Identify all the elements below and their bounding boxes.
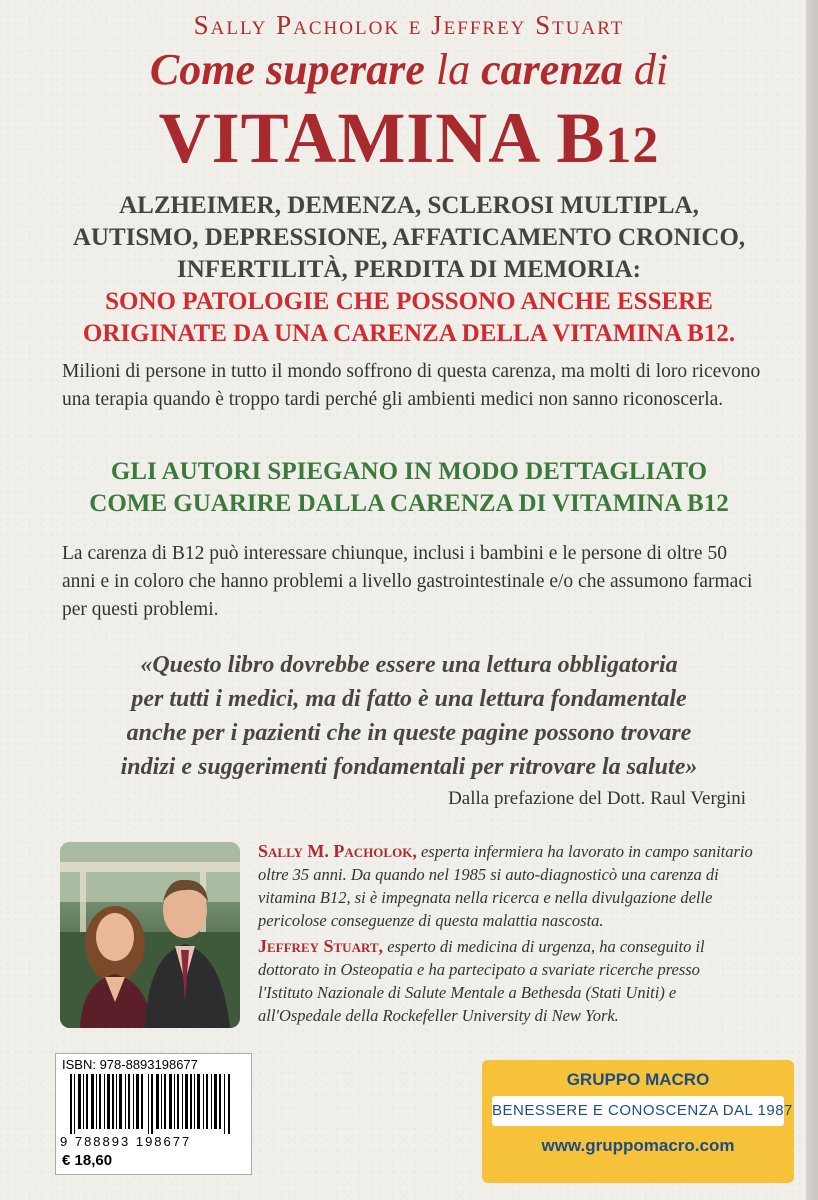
preface-quote: [0, 648, 818, 784]
quote-line: «Questo libro dovrebbe essere una lettura obbligatoria: [140, 652, 678, 678]
green-headline-line: COME GUARIRE DALLA CARENZA DI VITAMINA B12: [89, 490, 729, 517]
book-spine-edge: [806, 0, 818, 1200]
bio-sally: [258, 840, 758, 932]
title-part-2: la: [424, 45, 482, 94]
bio-sally-text: esperta infermiera ha lavorato in campo sanitario oltre 35 anni. Da quando nel 1985 si auto-diagnosticò una carenza di vitamina B12, si è impegnata nella ricerca e nella divulgazione delle pericolose conseguenze di questa malattia nascosta.: [258, 842, 753, 930]
title-main-text: VITAMINA B: [158, 98, 606, 178]
red-headline-line: ORIGINATE DA UNA CARENZA DELLA VITAMINA B12.: [82, 320, 736, 347]
price: € 18,60: [62, 1152, 113, 1169]
diseases-line: ALZHEIMER, DEMENZA, SCLEROSI MULTIPLA,: [119, 192, 699, 219]
authors-bio: [258, 840, 758, 1030]
diseases-list: [0, 190, 818, 286]
deficiency-paragraph: La carenza di B12 può interessare chiunque, inclusi i bambini e le persone di oltre 50 anni e in coloro che hanno problemi a livello gastrointestinale e/o che assumono farmaci per questi problemi.: [62, 543, 753, 620]
book-title-main: [0, 97, 818, 180]
isbn-text: ISBN: 978-8893198677: [62, 1057, 198, 1072]
book-title: [0, 44, 818, 95]
authors-line: Sally Pacholok e Jeffrey Stuart: [193, 10, 625, 40]
intro-paragraph: Milioni di persone in tutto il mondo soffrono di questa carenza, ma molti di loro ricevono una terapia quando è troppo tardi perché gli ambienti medici non sanno riconoscerla.: [62, 361, 761, 410]
authors-photo-illustration: [60, 842, 240, 1028]
bio-jeffrey: [258, 935, 758, 1027]
title-part-4: di: [622, 45, 669, 94]
red-headline-line: SONO PATOLOGIE CHE POSSONO ANCHE ESSERE: [105, 288, 713, 315]
green-headline: [0, 456, 818, 520]
diseases-line: INFERTILITÀ, PERDITA DI MEMORIA:: [177, 256, 641, 283]
quote-line: indizi e suggerimenti fondamentali per ritrovare la salute»: [120, 754, 698, 780]
publisher-box: [482, 1060, 794, 1183]
title-main-subscript: 12: [605, 117, 660, 174]
publisher-name: GRUPPO MACRO: [566, 1070, 710, 1089]
quote-source: Dalla prefazione del Dott. Raul Vergini: [448, 788, 746, 809]
publisher-slogan: BENESSERE E CONOSCENZA DAL 1987: [492, 1096, 784, 1126]
quote-line: anche per i pazienti che in queste pagine possono trovare: [126, 720, 692, 746]
diseases-line: AUTISMO, DEPRESSIONE, AFFATICAMENTO CRONICO,: [72, 224, 746, 251]
publisher-url: www.gruppomacro.com: [541, 1136, 735, 1155]
green-headline-line: GLI AUTORI SPIEGANO IN MODO DETTAGLIATO: [110, 458, 708, 485]
red-headline: [0, 286, 818, 350]
barcode-label: [55, 1053, 252, 1175]
bio-sally-name: Sally M. Pacholok,: [258, 841, 417, 861]
title-part-3: carenza: [481, 45, 623, 94]
bio-jeffrey-name: Jeffrey Stuart,: [258, 936, 384, 956]
barcode-digits: 9 788893 198677: [60, 1134, 192, 1149]
quote-line: per tutti i medici, ma di fatto è una lettura fondamentale: [131, 686, 687, 712]
bio-jeffrey-text: esperto di medicina di urgenza, ha conseguito il dottorato in Osteopatia e ha partecipato a svariate ricerche presso l'Istituto Nazionale di Salute Mentale a Bethesda (Stati Uniti) e all'Ospedale della Rockefeller University di New York.: [258, 937, 705, 1025]
authors-photo: [60, 842, 240, 1028]
barcode-bars: [70, 1074, 240, 1134]
title-part-1: Come superare: [149, 45, 425, 94]
